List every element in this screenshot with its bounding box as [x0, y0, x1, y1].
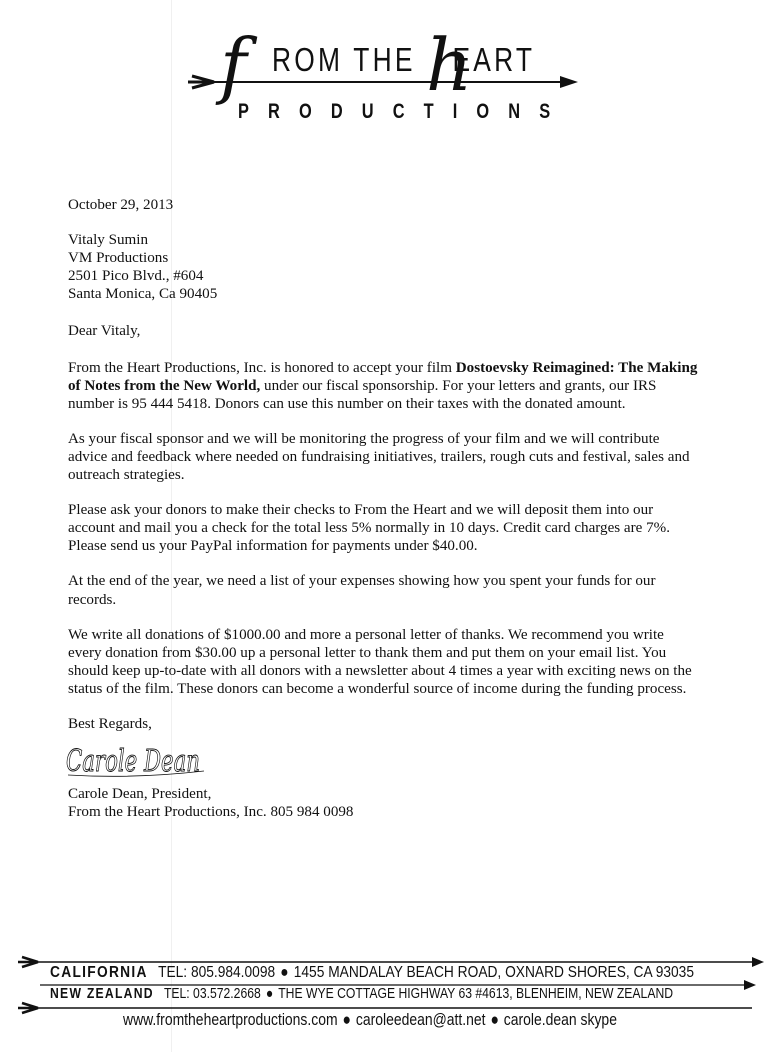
- recipient-name: Vitaly Sumin: [68, 232, 149, 249]
- letter-body: [68, 196, 698, 821]
- footer-skype: carole.dean skype: [503, 1010, 617, 1029]
- letterhead: [0, 0, 780, 140]
- logo-initial-h: h: [426, 23, 473, 107]
- closing: Best Regards,: [68, 715, 152, 732]
- letterhead-subtitle: PRODUCTIONS: [238, 100, 570, 123]
- footer-california-line: [50, 964, 694, 982]
- footer-website: www.fromtheheartproductions.com: [123, 1010, 338, 1029]
- paragraph-acceptance-rest: under our fiscal sponsorship. For your letters and grants, our IRS number is 95 444 5418. Donors can use this number on their taxes with the donated amount.: [68, 377, 657, 412]
- signer-title: Carole Dean, President,: [68, 786, 212, 803]
- handwritten-signature: [64, 741, 214, 783]
- recipient-street: 2501 Pico Blvd., #604: [68, 268, 204, 285]
- letterhead-footer: [0, 948, 780, 1048]
- film-title: Dostoevsky Reimagined: The Making of Notes from the New World,: [68, 359, 698, 394]
- bullet-separator: ●: [280, 964, 289, 981]
- letterhead-title-part1: ROM THE: [272, 41, 416, 78]
- paragraph-acceptance: [68, 359, 698, 413]
- letterhead-title-part2: EART: [452, 41, 536, 78]
- footer-email: caroleedean@att.net: [355, 1010, 486, 1029]
- footer-contact-line: [123, 1010, 617, 1030]
- footer-newzealand-address: THE WYE COTTAGE HIGHWAY 63 #4613, BLENHEIM, NEW ZEALAND: [278, 986, 674, 1002]
- letterhead-title: [272, 40, 535, 80]
- footer-newzealand-tel: TEL: 03.572.2668: [163, 986, 261, 1002]
- footer-california-address: 1455 MANDALAY BEACH ROAD, OXNARD SHORES, CA 93035: [293, 964, 694, 981]
- signature-text: Carole Dean: [66, 744, 200, 780]
- bullet-separator: ●: [342, 1010, 351, 1029]
- paragraph-thanks: We write all donations of $1000.00 and more a personal letter of thanks. We recommend you write every donation from $30.00 up a personal letter to thank them and put them on your email list. You should keep up-to-date with all donors with a newsletter about 4 times a year with exciting news on the status of the film. These donors can become a wonderful source of income during the funding process.: [68, 626, 692, 697]
- signer-company: From the Heart Productions, Inc. 805 984 0098: [68, 804, 354, 821]
- recipient-company: VM Productions: [68, 250, 169, 267]
- logo-initial-f: f: [220, 23, 247, 107]
- paragraph-expenses: At the end of the year, we need a list of your expenses showing how you spent your funds for our records.: [68, 573, 656, 608]
- paragraph-sponsorship: As your fiscal sponsor and we will be monitoring the progress of your film and we will contribute advice and feedback where needed on fundraising initiatives, trailers, rough cuts and festival, sales and outreach strategies.: [68, 430, 690, 484]
- footer-newzealand-line: [50, 986, 673, 1002]
- recipient-city: Santa Monica, Ca 90405: [68, 286, 218, 303]
- letter-date: October 29, 2013: [68, 197, 174, 213]
- recipient-address: [68, 231, 698, 303]
- paragraph-acceptance-intro: From the Heart Productions, Inc. is honored to accept your film: [68, 359, 456, 376]
- salutation: Dear Vitaly,: [68, 323, 141, 340]
- footer-california-label: CALIFORNIA: [50, 964, 148, 981]
- paragraph-donations: Please ask your donors to make their checks to From the Heart and we will deposit them into our account and mail you a check for the total less 5% normally in 10 days. Credit card charges are 7%. Please send us your PayPal information for payments under $40.00.: [68, 502, 671, 555]
- bullet-separator: ●: [490, 1010, 499, 1029]
- footer-newzealand-label: NEW ZEALAND: [50, 986, 154, 1002]
- bullet-separator: ●: [265, 986, 274, 1002]
- footer-california-tel: TEL: 805.984.0098: [158, 964, 276, 981]
